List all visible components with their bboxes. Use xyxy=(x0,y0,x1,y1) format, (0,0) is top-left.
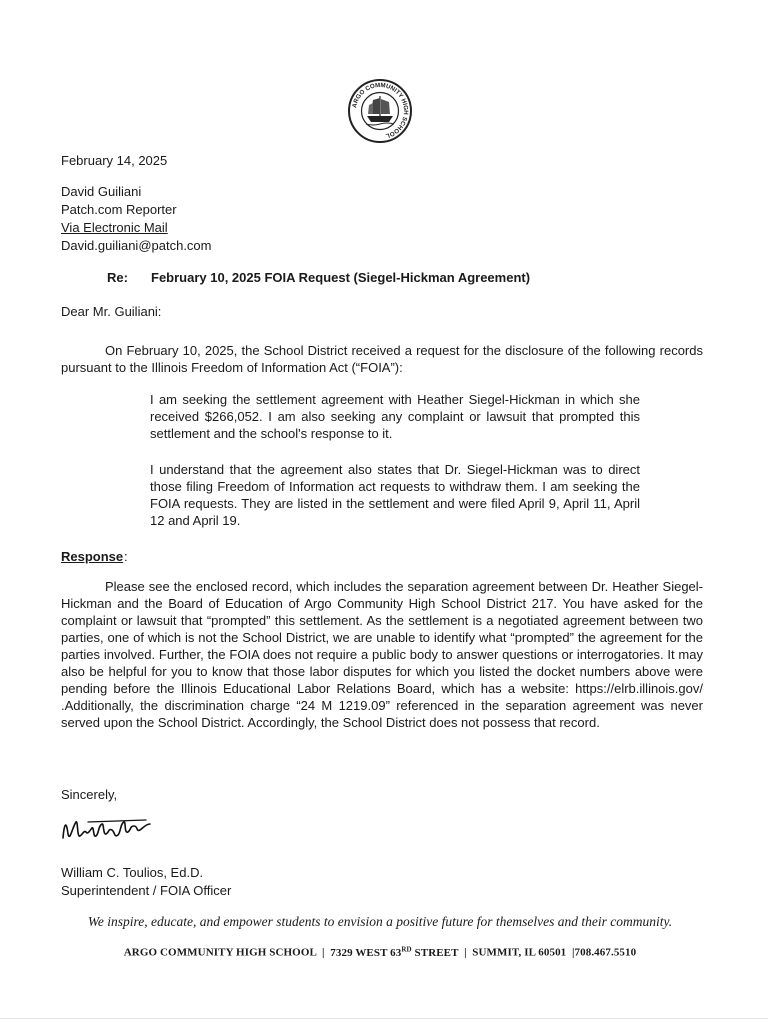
delivery-method: Via Electronic Mail xyxy=(61,220,168,235)
salutation: Dear Mr. Guiliani: xyxy=(61,304,162,319)
response-heading-colon: : xyxy=(124,549,128,564)
svg-text:ARGO COMMUNITY HIGH SCHOOL: ARGO COMMUNITY HIGH SCHOOL xyxy=(351,81,410,140)
page-bottom-edge xyxy=(0,1018,768,1019)
footer-separator: | xyxy=(464,946,467,959)
school-seal-logo xyxy=(347,78,413,144)
footer-separator: | xyxy=(322,946,325,959)
quoted-request-2: I understand that the agreement also states that Dr. Siegel-Hickman was to direct those filing Freedom of Information act requests to withdraw them. I am seeking the FOIA requests. They are listed in the settlement and were filed April 9, April 11, April 12 and April 19. xyxy=(150,462,640,528)
footer-city: SUMMIT, IL 60501 xyxy=(472,946,567,959)
re-line xyxy=(107,270,530,285)
closing: Sincerely, xyxy=(61,787,118,802)
intro-paragraph: On February 10, 2025, the School District received a request for the disclosure of the following records pursuant to the Illinois Freedom of Information Act (“FOIA”): xyxy=(61,343,703,375)
letter-date: February 14, 2025 xyxy=(61,153,168,168)
footer-address xyxy=(0,945,760,959)
footer-motto: We inspire, educate, and empower students to envision a positive future for themselves and their community. xyxy=(87,914,673,929)
quoted-request-1: I am seeking the settlement agreement with Heather Siegel-Hickman in which she received $266,052. I am also seeking any complaint or lawsuit that prompted this settlement and the school's response to it. xyxy=(150,392,640,441)
signer-title: Superintendent / FOIA Officer xyxy=(61,883,232,898)
footer-street: 7329 WEST 63RD STREET xyxy=(330,945,459,959)
handwritten-signature xyxy=(58,808,158,848)
signer-block xyxy=(61,864,231,900)
recipient-title: Patch.com Reporter xyxy=(61,202,177,217)
response-paragraph: Please see the enclosed record, which includes the separation agreement between Dr. Heather Siegel-Hickman and the Board of Education of Argo Community High School District 217. You have asked for the complaint or lawsuit that “prompted” this settlement. As the settlement is a negotiated agreement between two parties, one of which is not the School District, we are unable to identify what “prompted” the agreement for the parties involved. Further, the FOIA does not require a public body to answer questions or interrogatories. It may also be helpful for you to know that those labor disputes for which you listed the docket numbers above were pending before the Illinois Educational Labor Relations Board, which has a website: https://elrb.illinois.gov/ .Additionally, the discrimination charge “24 M 1219.09” referenced in the separation agreement was never served upon the School District. Accordingly, the School District does not possess that record. xyxy=(61,579,703,730)
footer-school: ARGO COMMUNITY HIGH SCHOOL xyxy=(123,946,317,959)
re-label: Re: xyxy=(107,270,128,285)
signer-name: William C. Toulios, Ed.D. xyxy=(61,865,204,880)
response-heading: Response xyxy=(61,549,124,564)
footer-separator: | xyxy=(572,946,575,959)
recipient-block xyxy=(61,183,212,255)
footer-phone: 708.467.5510 xyxy=(574,946,637,959)
recipient-email: David.guiliani@patch.com xyxy=(61,238,212,253)
recipient-name: David Guiliani xyxy=(61,184,142,199)
re-subject: February 10, 2025 FOIA Request (Siegel-Hickman Agreement) xyxy=(151,270,531,285)
